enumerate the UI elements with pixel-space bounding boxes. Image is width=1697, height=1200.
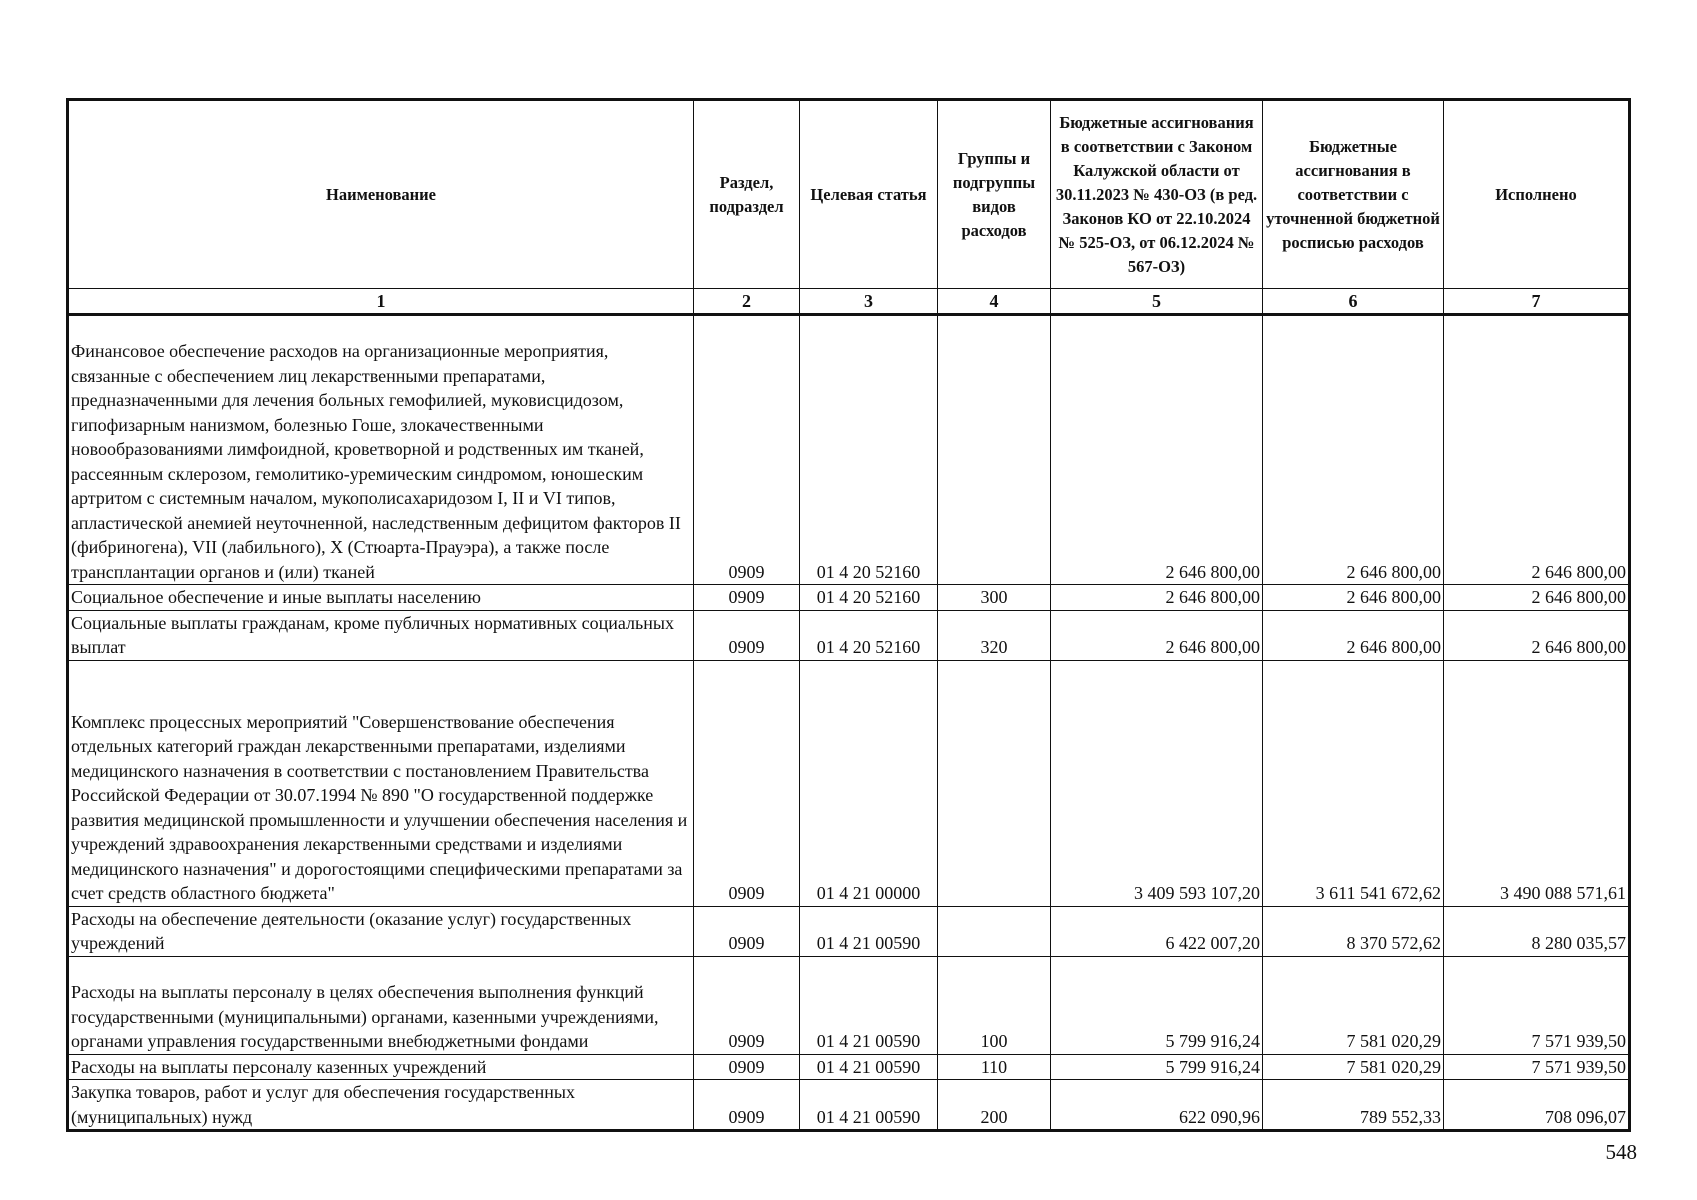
header-executed: Исполнено bbox=[1444, 100, 1630, 289]
column-number: 4 bbox=[938, 289, 1051, 315]
header-row bbox=[68, 100, 1630, 289]
row-name: Финансовое обеспечение расходов на организационные мероприятия, связанные с обеспечением лиц лекарственными препаратами, предназначенными для лечения больных гемофилией, муковисцидозом, гипофизарным нанизмом, болезнью Гоше, злокачественными новообразованиями лимфоидной, кроветворной и родственных им тканей, рассеянным склерозом, гемолитико-уремическим синдромом, юношеским артритом с системным началом, мукополисахаридозом I, II и VI типов, апластической анемией неуточненной, наследственным дефицитом факторов II (фибриногена), VII (лабильного), X (Стюарта-Прауэра), а также после трансплантации органов и (или) тканей bbox=[68, 315, 694, 585]
table-row bbox=[68, 660, 1630, 906]
row-refined-amount: 2 646 800,00 bbox=[1263, 315, 1444, 585]
row-law-amount: 5 799 916,24 bbox=[1051, 1054, 1263, 1080]
header-expense-groups: Группы и подгруппы видов расходов bbox=[938, 100, 1051, 289]
row-name: Комплекс процессных мероприятий "Совершенствование обеспечения отдельных категорий граждан лекарственными препаратами, изделиями медицинского назначения в соответствии с постановлением Правительства Российской Федерации от 30.07.1994 № 890 "О государственной поддержке развития медицинской промышленности и улучшении обеспечения населения и учреждений здравоохранения лекарственными средствами и изделиями медицинского назначения" и дорогостоящими специфическими препаратами за счет средств областного бюджета" bbox=[68, 660, 694, 906]
row-section: 0909 bbox=[694, 610, 800, 660]
column-number: 2 bbox=[694, 289, 800, 315]
row-name: Расходы на выплаты персоналу казенных учреждений bbox=[68, 1054, 694, 1080]
table-row bbox=[68, 610, 1630, 660]
row-executed-amount: 3 490 088 571,61 bbox=[1444, 660, 1630, 906]
row-name: Расходы на обеспечение деятельности (оказание услуг) государственных учреждений bbox=[68, 906, 694, 956]
row-section: 0909 bbox=[694, 956, 800, 1054]
row-executed-amount: 2 646 800,00 bbox=[1444, 585, 1630, 611]
row-expense-group: 100 bbox=[938, 956, 1051, 1054]
row-expense-group bbox=[938, 660, 1051, 906]
row-target-article: 01 4 21 00590 bbox=[800, 1080, 938, 1131]
row-target-article: 01 4 20 52160 bbox=[800, 585, 938, 611]
row-section: 0909 bbox=[694, 1054, 800, 1080]
row-expense-group bbox=[938, 906, 1051, 956]
row-law-amount: 3 409 593 107,20 bbox=[1051, 660, 1263, 906]
row-section: 0909 bbox=[694, 315, 800, 585]
row-target-article: 01 4 20 52160 bbox=[800, 315, 938, 585]
row-refined-amount: 2 646 800,00 bbox=[1263, 610, 1444, 660]
row-law-amount: 6 422 007,20 bbox=[1051, 906, 1263, 956]
row-law-amount: 2 646 800,00 bbox=[1051, 315, 1263, 585]
row-section: 0909 bbox=[694, 660, 800, 906]
row-expense-group bbox=[938, 315, 1051, 585]
row-expense-group: 110 bbox=[938, 1054, 1051, 1080]
row-target-article: 01 4 21 00590 bbox=[800, 956, 938, 1054]
row-target-article: 01 4 20 52160 bbox=[800, 610, 938, 660]
row-refined-amount: 7 581 020,29 bbox=[1263, 956, 1444, 1054]
row-name: Социальные выплаты гражданам, кроме публичных нормативных социальных выплат bbox=[68, 610, 694, 660]
row-target-article: 01 4 21 00590 bbox=[800, 906, 938, 956]
row-executed-amount: 7 571 939,50 bbox=[1444, 956, 1630, 1054]
row-expense-group: 200 bbox=[938, 1080, 1051, 1131]
row-target-article: 01 4 21 00590 bbox=[800, 1054, 938, 1080]
row-executed-amount: 7 571 939,50 bbox=[1444, 1054, 1630, 1080]
header-name: Наименование bbox=[68, 100, 694, 289]
header-target-article: Целевая статья bbox=[800, 100, 938, 289]
row-law-amount: 5 799 916,24 bbox=[1051, 956, 1263, 1054]
row-executed-amount: 2 646 800,00 bbox=[1444, 610, 1630, 660]
table-row bbox=[68, 585, 1630, 611]
table-row bbox=[68, 1080, 1630, 1131]
table-row bbox=[68, 1054, 1630, 1080]
row-target-article: 01 4 21 00000 bbox=[800, 660, 938, 906]
budget-table bbox=[66, 98, 1631, 1132]
row-refined-amount: 2 646 800,00 bbox=[1263, 585, 1444, 611]
column-number: 3 bbox=[800, 289, 938, 315]
row-executed-amount: 8 280 035,57 bbox=[1444, 906, 1630, 956]
header-section: Раздел, подраздел bbox=[694, 100, 800, 289]
row-refined-amount: 789 552,33 bbox=[1263, 1080, 1444, 1131]
row-law-amount: 622 090,96 bbox=[1051, 1080, 1263, 1131]
table-row bbox=[68, 906, 1630, 956]
row-expense-group: 300 bbox=[938, 585, 1051, 611]
table-row bbox=[68, 956, 1630, 1054]
row-name: Социальное обеспечение и иные выплаты населению bbox=[68, 585, 694, 611]
row-refined-amount: 8 370 572,62 bbox=[1263, 906, 1444, 956]
row-name: Расходы на выплаты персоналу в целях обеспечения выполнения функций государственными (муниципальными) органами, казенными учреждениями, органами управления государственными внебюджетными фондами bbox=[68, 956, 694, 1054]
column-number: 7 bbox=[1444, 289, 1630, 315]
column-number: 5 bbox=[1051, 289, 1263, 315]
page-number: 548 bbox=[1605, 1140, 1637, 1164]
row-expense-group: 320 bbox=[938, 610, 1051, 660]
row-law-amount: 2 646 800,00 bbox=[1051, 585, 1263, 611]
column-number: 6 bbox=[1263, 289, 1444, 315]
row-refined-amount: 3 611 541 672,62 bbox=[1263, 660, 1444, 906]
column-number: 1 bbox=[68, 289, 694, 315]
table-row bbox=[68, 315, 1630, 585]
row-executed-amount: 2 646 800,00 bbox=[1444, 315, 1630, 585]
header-refined-allocations: Бюджетные ассигнования в соответствии с уточненной бюджетной росписью расходов bbox=[1263, 100, 1444, 289]
row-section: 0909 bbox=[694, 585, 800, 611]
column-number-row bbox=[68, 289, 1630, 315]
row-name: Закупка товаров, работ и услуг для обеспечения государственных (муниципальных) нужд bbox=[68, 1080, 694, 1131]
row-executed-amount: 708 096,07 bbox=[1444, 1080, 1630, 1131]
row-section: 0909 bbox=[694, 906, 800, 956]
header-law-allocations: Бюджетные ассигнования в соответствии с Законом Калужской области от 30.11.2023 № 430-ОЗ (в ред. Законов КО от 22.10.2024 № 525-ОЗ, от 06.12.2024 № 567-ОЗ) bbox=[1051, 100, 1263, 289]
row-refined-amount: 7 581 020,29 bbox=[1263, 1054, 1444, 1080]
row-law-amount: 2 646 800,00 bbox=[1051, 610, 1263, 660]
row-section: 0909 bbox=[694, 1080, 800, 1131]
